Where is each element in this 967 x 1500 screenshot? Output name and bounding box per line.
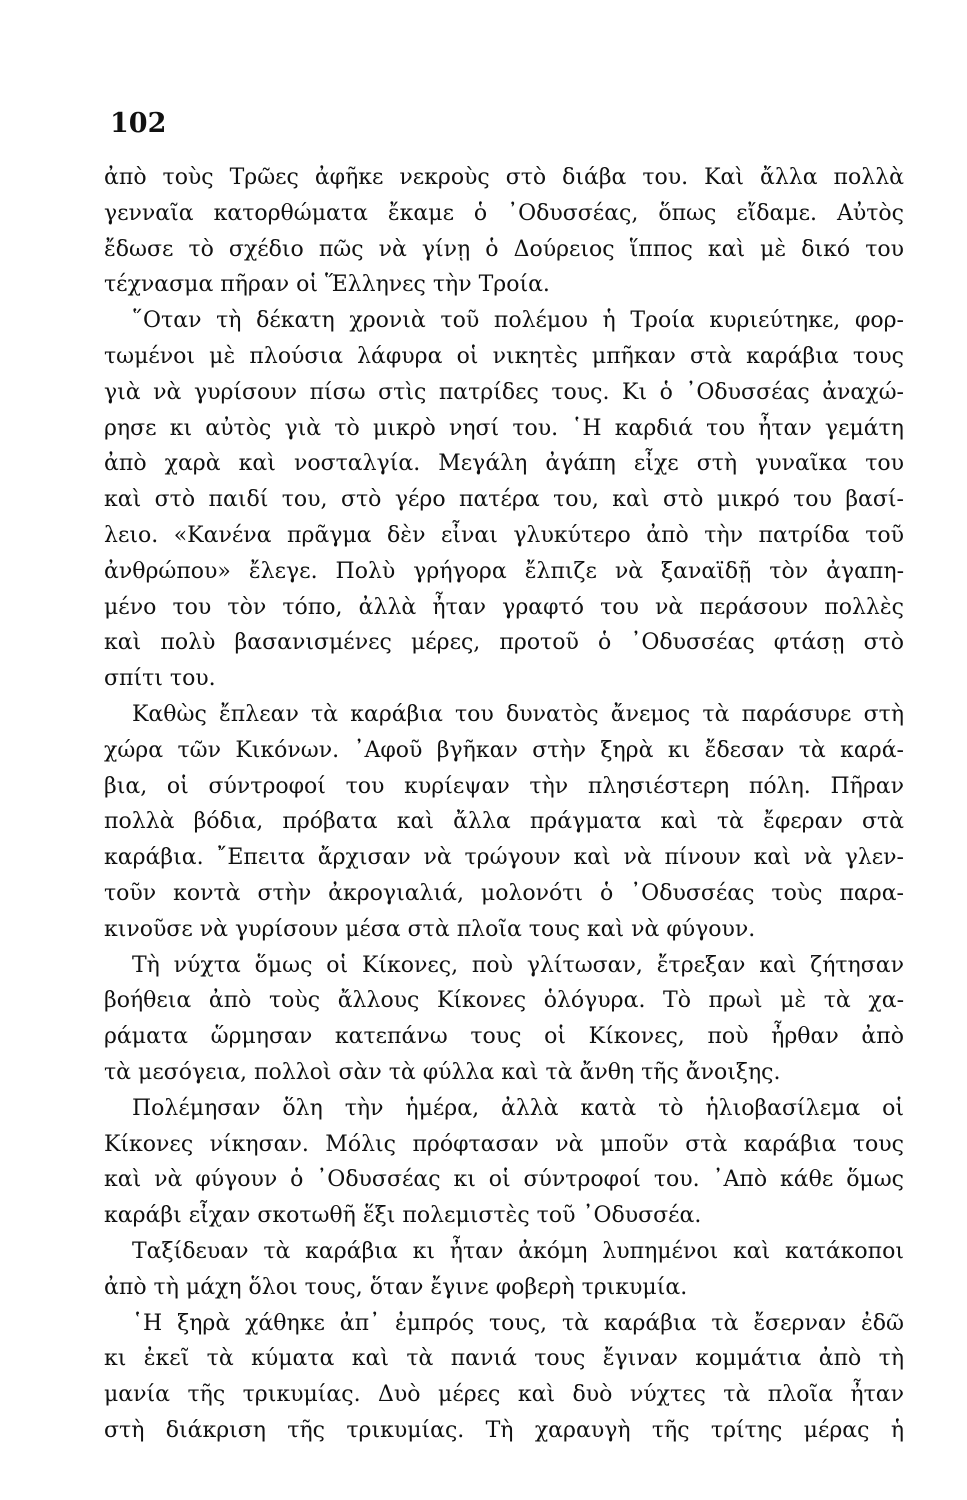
text-line: γενναῖα κατορθώματα ἔκαμε ὁ ᾿Οδυσσέας, ὅπως εἴδαμε. Αὐτὸς [104,200,904,226]
text-line: σπίτι του. [104,666,216,692]
text-line: τέχνασμα πῆραν οἱ Ἕλληνες τὴν Τροία. [104,272,550,298]
text-line: ἔδωσε τὸ σχέδιο πῶς νὰ γίνῃ ὁ Δούρειος ἵππος καὶ μὲ δικό του [104,236,904,262]
text-line: καράβια. ῎Επειτα ἄρχισαν νὰ τρώγουν καὶ νὰ πίνουν καὶ νὰ γλεν- [104,845,904,871]
text-line: καὶ νὰ φύγουν ὁ ᾿Οδυσσέας κι οἱ σύντροφοί του. ᾿Απὸ κάθε ὅμως [104,1167,904,1193]
page-number: 102 [110,108,167,139]
text-line: ρησε κι αὐτὸς γιὰ τὸ μικρὸ νησί του. ῾Η καρδιά του ἦταν γεμάτη [104,415,904,441]
text-line: κι ἐκεῖ τὰ κύματα καὶ τὰ πανιά τους ἔγιναν κομμάτια ἀπὸ τὴ [104,1346,904,1372]
text-line: πολλὰ βόδια, πρόβατα καὶ ἄλλα πράγματα καὶ τὰ ἔφεραν στὰ [104,809,904,835]
text-line: ράματα ὥρμησαν κατεπάνω τους οἱ Κίκονες, ποὺ ἦρθαν ἀπὸ [104,1024,904,1050]
text-line: βοήθεια ἀπὸ τοὺς ἄλλους Κίκονες ὁλόγυρα. Τὸ πρωὶ μὲ τὰ χα- [104,988,904,1014]
text-line: ῾Η ξηρὰ χάθηκε ἀπ᾿ ἐμπρός τους, τὰ καράβια τὰ ἔσερναν ἐδῶ [132,1310,904,1336]
text-line: Ταξίδευαν τὰ καράβια κι ἦταν ἀκόμη λυπημένοι καὶ κατάκοποι [132,1238,904,1264]
text-line: Τὴ νύχτα ὅμως οἱ Κίκονες, ποὺ γλίτωσαν, ἔτρεξαν καὶ ζήτησαν [132,952,904,978]
text-line: τὰ μεσόγεια, πολλοὶ σὰν τὰ φύλλα καὶ τὰ ἄνθη τῆς ἄνοιξης. [104,1059,781,1085]
text-line: καὶ στὸ παιδί του, στὸ γέρο πατέρα του, καὶ στὸ μικρό του βασί- [104,487,904,513]
text-line: κινοῦσε νὰ γυρίσουν μέσα στὰ πλοῖα τους καὶ νὰ φύγουν. [104,916,756,942]
text-line: ἀπὸ τοὺς Τρῶες ἀφῆκε νεκροὺς στὸ διάβα του. Καὶ ἄλλα πολλὰ [104,165,904,190]
text-line: τωμένοι μὲ πλούσια λάφυρα οἱ νικητὲς μπῆκαν στὰ καράβια τους [104,343,904,369]
text-line: μένο του τὸν τόπο, ἀλλὰ ἦταν γραφτό του νὰ περάσουν πολλὲς [104,594,904,620]
text-line: μανία τῆς τρικυμίας. Δυὸ μέρες καὶ δυὸ νύχτες τὰ πλοῖα ἦταν [104,1382,904,1408]
text-line: Καθὼς ἔπλεαν τὰ καράβια του δυνατὸς ἄνεμος τὰ παράσυρε στὴ [132,701,904,727]
text-line: τοῦν κοντὰ στὴν ἀκρογιαλιά, μολονότι ὁ ᾿Οδυσσέας τοὺς παρα- [104,880,904,906]
text-line: ἀνθρώπου» ἔλεγε. Πολὺ γρήγορα ἔλπιζε νὰ ξαναϊδῇ τὸν ἀγαπη- [104,558,904,584]
text-line: ἀπὸ τὴ μάχη ὅλοι τους, ὅταν ἔγινε φοβερὴ τρικυμία. [104,1274,688,1300]
body-text [104,160,904,1449]
text-line: χώρα τῶν Κικόνων. ᾿Αφοῦ βγῆκαν στὴν ξηρὰ κι ἔδεσαν τὰ καρά- [104,737,904,763]
text-line: ἀπὸ χαρὰ καὶ νοσταλγία. Μεγάλη ἀγάπη εἶχε στὴ γυναῖκα του [104,451,904,477]
text-line: ῞Οταν τὴ δέκατη χρονιὰ τοῦ πολέμου ἡ Τροία κυριεύτηκε, φορ- [132,308,904,334]
text-line: γιὰ νὰ γυρίσουν πίσω στὶς πατρίδες τους. Κι ὁ ᾿Οδυσσέας ἀναχώ- [104,379,904,405]
text-line: Πολέμησαν ὅλη τὴν ἡμέρα, ἀλλὰ κατὰ τὸ ἡλιοβασίλεμα οἱ [132,1095,904,1121]
text-line: λειο. «Κανένα πρᾶγμα δὲν εἶναι γλυκύτερο ἀπὸ τὴν πατρίδα τοῦ [104,522,904,548]
text-line: στὴ διάκριση τῆς τρικυμίας. Τὴ χαραυγὴ τῆς τρίτης μέρας ἡ [104,1417,904,1443]
text-line: βια, οἱ σύντροφοί του κυρίεψαν τὴν πλησιέστερη πόλη. Πῆραν [104,773,904,799]
text-line: καράβι εἶχαν σκοτωθῆ ἕξι πολεμιστὲς τοῦ ᾿Οδυσσέα. [104,1203,702,1229]
text-line: καὶ πολὺ βασανισμένες μέρες, προτοῦ ὁ ᾿Οδυσσέας φτάσῃ στὸ [104,630,904,656]
text-line: Κίκονες νίκησαν. Μόλις πρόφτασαν νὰ μποῦν στὰ καράβια τους [104,1131,904,1157]
